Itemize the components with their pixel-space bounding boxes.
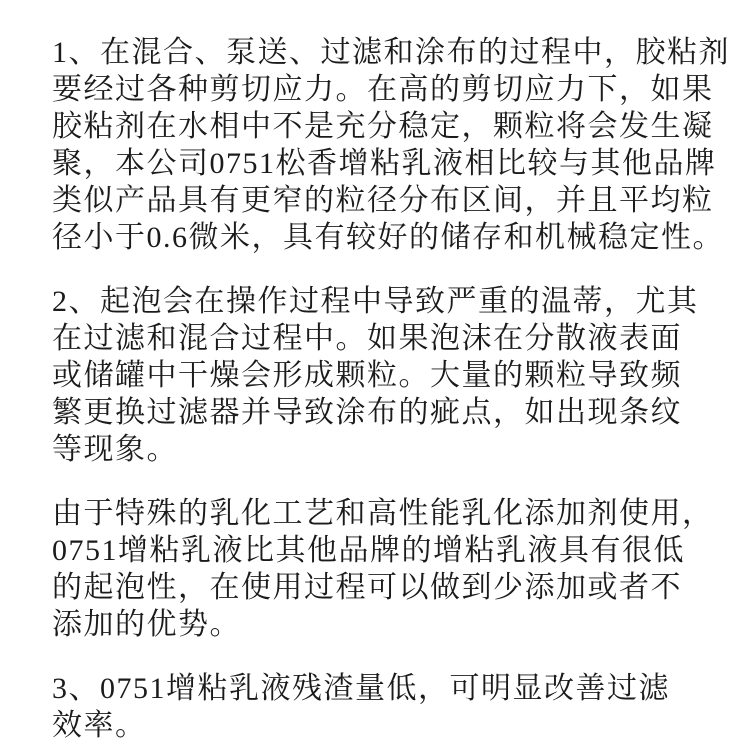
text-line: 胶粘剂在水相中不是充分稳定，颗粒将会发生凝 [52, 110, 714, 143]
paragraph-shear-stability [52, 34, 730, 256]
text-line: 在过滤和混合过程中。如果泡沫在分散液表面 [52, 322, 682, 355]
text-line: 3、0751增粘乳液残渣量低，可明显改善过滤 [52, 672, 670, 705]
text-line: 效率。 [52, 709, 147, 742]
paragraph-low-residue [52, 670, 724, 744]
paragraph-emulsification-advantage [52, 495, 724, 643]
text-line: 0751增粘乳液比其他品牌的增粘乳液具有很低 [52, 534, 685, 567]
text-line: 的起泡性，在使用过程可以做到少添加或者不 [52, 571, 682, 604]
text-line: 类似产品具有更窄的粒径分布区间，并且平均粒 [52, 184, 714, 217]
text-line: 或储罐中干燥会形成颗粒。大量的颗粒导致频 [52, 359, 682, 392]
text-line: 要经过各种剪切应力。在高的剪切应力下，如果 [52, 73, 714, 106]
text-line: 1、在混合、泵送、过滤和涂布的过程中，胶粘剂 [52, 36, 730, 69]
text-line: 等现象。 [52, 433, 178, 466]
text-line: 繁更换过滤器并导致涂布的疵点，如出现条纹 [52, 396, 682, 429]
text-line: 径小于0.6微米，具有较好的储存和机械稳定性。 [52, 221, 724, 254]
text-line: 2、起泡会在操作过程中导致严重的温蒂，尤其 [52, 285, 699, 318]
text-line: 聚，本公司0751松香增粘乳液相比较与其他品牌 [52, 147, 717, 180]
paragraph-foaming [52, 283, 724, 468]
text-line: 由于特殊的乳化工艺和高性能乳化添加剂使用， [52, 497, 714, 530]
text-line: 添加的优势。 [52, 608, 241, 641]
